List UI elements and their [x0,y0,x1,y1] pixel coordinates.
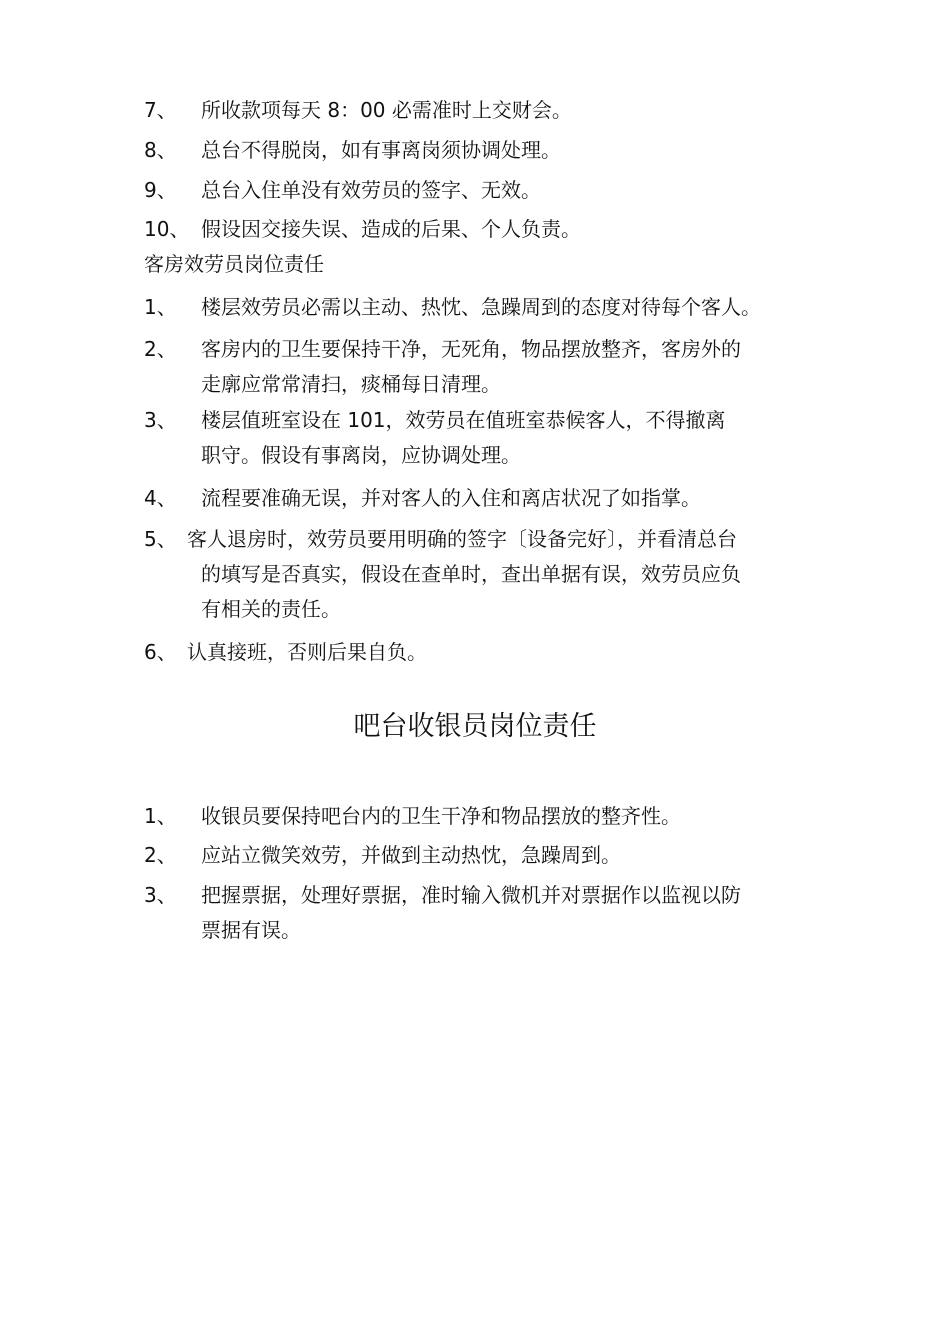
item-text: 流程要准确无误，并对客人的入住和离店状况了如指掌。 [201,486,701,510]
item-number: 6、 [144,640,177,664]
item-number: 4、 [144,486,177,510]
item-text: 总台入住单没有效劳员的签字、无效。 [201,178,541,202]
item-text: 收银员要保持吧台内的卫生干净和物品摆放的整齐性。 [201,804,681,828]
item-text-continued: 职守。假设有事离岗，应协调处理。 [201,443,521,467]
item-number: 2、 [144,337,177,361]
item-text-continued: 的填写是否真实，假设在查单时，查出单据有误，效劳员应负 [201,562,741,586]
item-number: 1、 [144,804,177,828]
item-text: 客人退房时，效劳员要用明确的签字〔设备完好〕，并看清总台 [187,527,737,551]
item-text: 总台不得脱岗，如有事离岗须协调处理。 [201,138,561,162]
item-number: 7、 [144,98,177,122]
item-text: 楼层效劳员必需以主动、热忱、急躁周到的态度对待每个客人。 [201,295,761,319]
item-text: 认真接班，否则后果自负。 [187,640,427,664]
item-text-continued: 票据有误。 [201,918,301,942]
item-text-continued: 有相关的责任。 [201,597,341,621]
item-number: 3、 [144,408,177,432]
item-number: 1、 [144,295,177,319]
item-text: 楼层值班室设在 101，效劳员在值班室恭候客人，不得撤离 [201,408,726,432]
item-text: 把握票据，处理好票据，准时输入微机并对票据作以监视以防 [201,883,741,907]
item-text: 所收款项每天 8：00 必需准时上交财会。 [201,98,572,122]
item-number: 5、 [144,527,177,551]
item-number: 3、 [144,883,177,907]
item-number: 8、 [144,138,177,162]
section-title-bar: 吧台收银员岗位责任 [353,711,597,742]
item-text-continued: 走廓应常常清扫，痰桶每日清理。 [201,372,501,396]
section-heading-room: 客房效劳员岗位责任 [144,252,324,276]
item-number: 10、 [144,217,190,241]
item-number: 9、 [144,178,177,202]
item-text: 应站立微笑效劳，并做到主动热忱，急躁周到。 [201,843,621,867]
item-number: 2、 [144,843,177,867]
item-text: 客房内的卫生要保持干净，无死角，物品摆放整齐，客房外的 [201,337,741,361]
item-text: 假设因交接失误、造成的后果、个人负责。 [201,217,581,241]
